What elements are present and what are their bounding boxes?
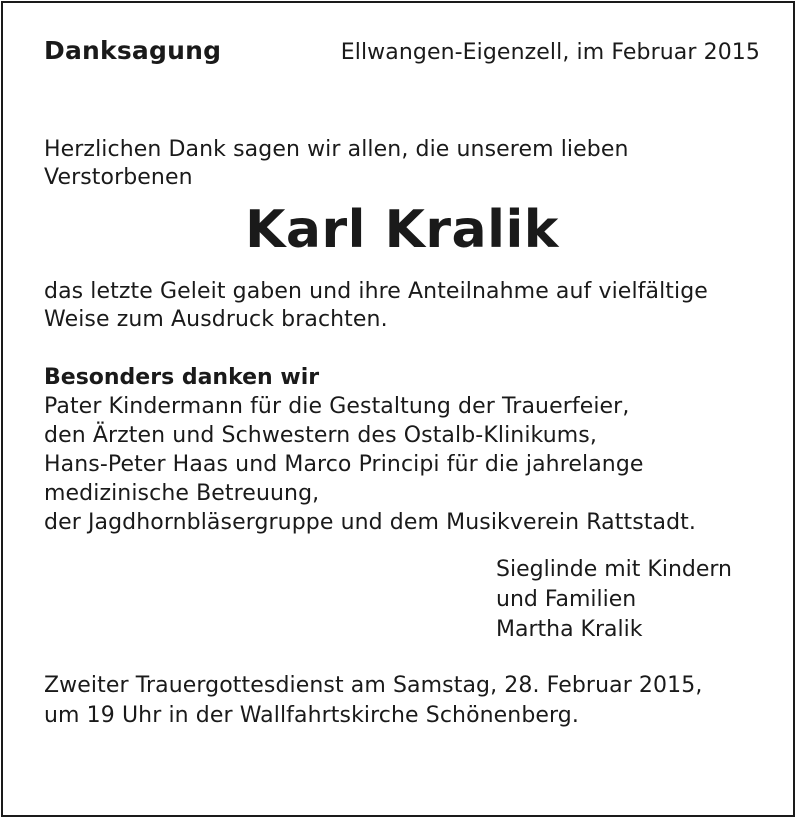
special-thanks-list	[44, 392, 760, 537]
service-line-1: Zweiter Trauergottesdienst am Samstag, 28. Februar 2015,	[44, 673, 703, 698]
intro-text	[44, 136, 760, 192]
signature-line: Sieglinde mit Kindern	[496, 557, 732, 582]
special-thanks-heading: Besonders danken wir	[44, 365, 320, 390]
thanks-line: der Jagdhornbläsergruppe und dem Musikverein Rattstadt.	[44, 510, 696, 535]
service-line-2: um 19 Uhr in der Wallfahrtskirche Schönenberg.	[44, 703, 579, 728]
notice-title: Danksagung	[44, 36, 222, 65]
thanks-line: Hans-Peter Haas und Marco Principi für die jahrelange	[44, 452, 644, 477]
signature-line: Martha Kralik	[496, 617, 643, 642]
service-info	[44, 671, 760, 731]
thanks-line: den Ärzten und Schwestern des Ostalb-Klinikums,	[44, 423, 597, 448]
intro-line-2: Verstorbenen	[44, 165, 193, 190]
deceased-name: Karl Kralik	[245, 200, 559, 260]
signature-block	[496, 555, 760, 645]
place-and-date: Ellwangen-Eigenzell, im Februar 2015	[340, 40, 760, 65]
thanks-line: medizinische Betreuung,	[44, 481, 320, 506]
notice-header	[44, 36, 760, 76]
signature-line: und Familien	[496, 587, 637, 612]
thanks-line: Pater Kindermann für die Gestaltung der Trauerfeier,	[44, 394, 630, 419]
after-name-line-1: das letzte Geleit gaben und ihre Anteilnahme auf vielfältige	[44, 279, 708, 304]
intro-line-1: Herzlichen Dank sagen wir allen, die unserem lieben	[44, 137, 629, 162]
obituary-notice	[44, 36, 760, 731]
after-name-text	[44, 278, 760, 334]
after-name-line-2: Weise zum Ausdruck brachten.	[44, 307, 388, 332]
